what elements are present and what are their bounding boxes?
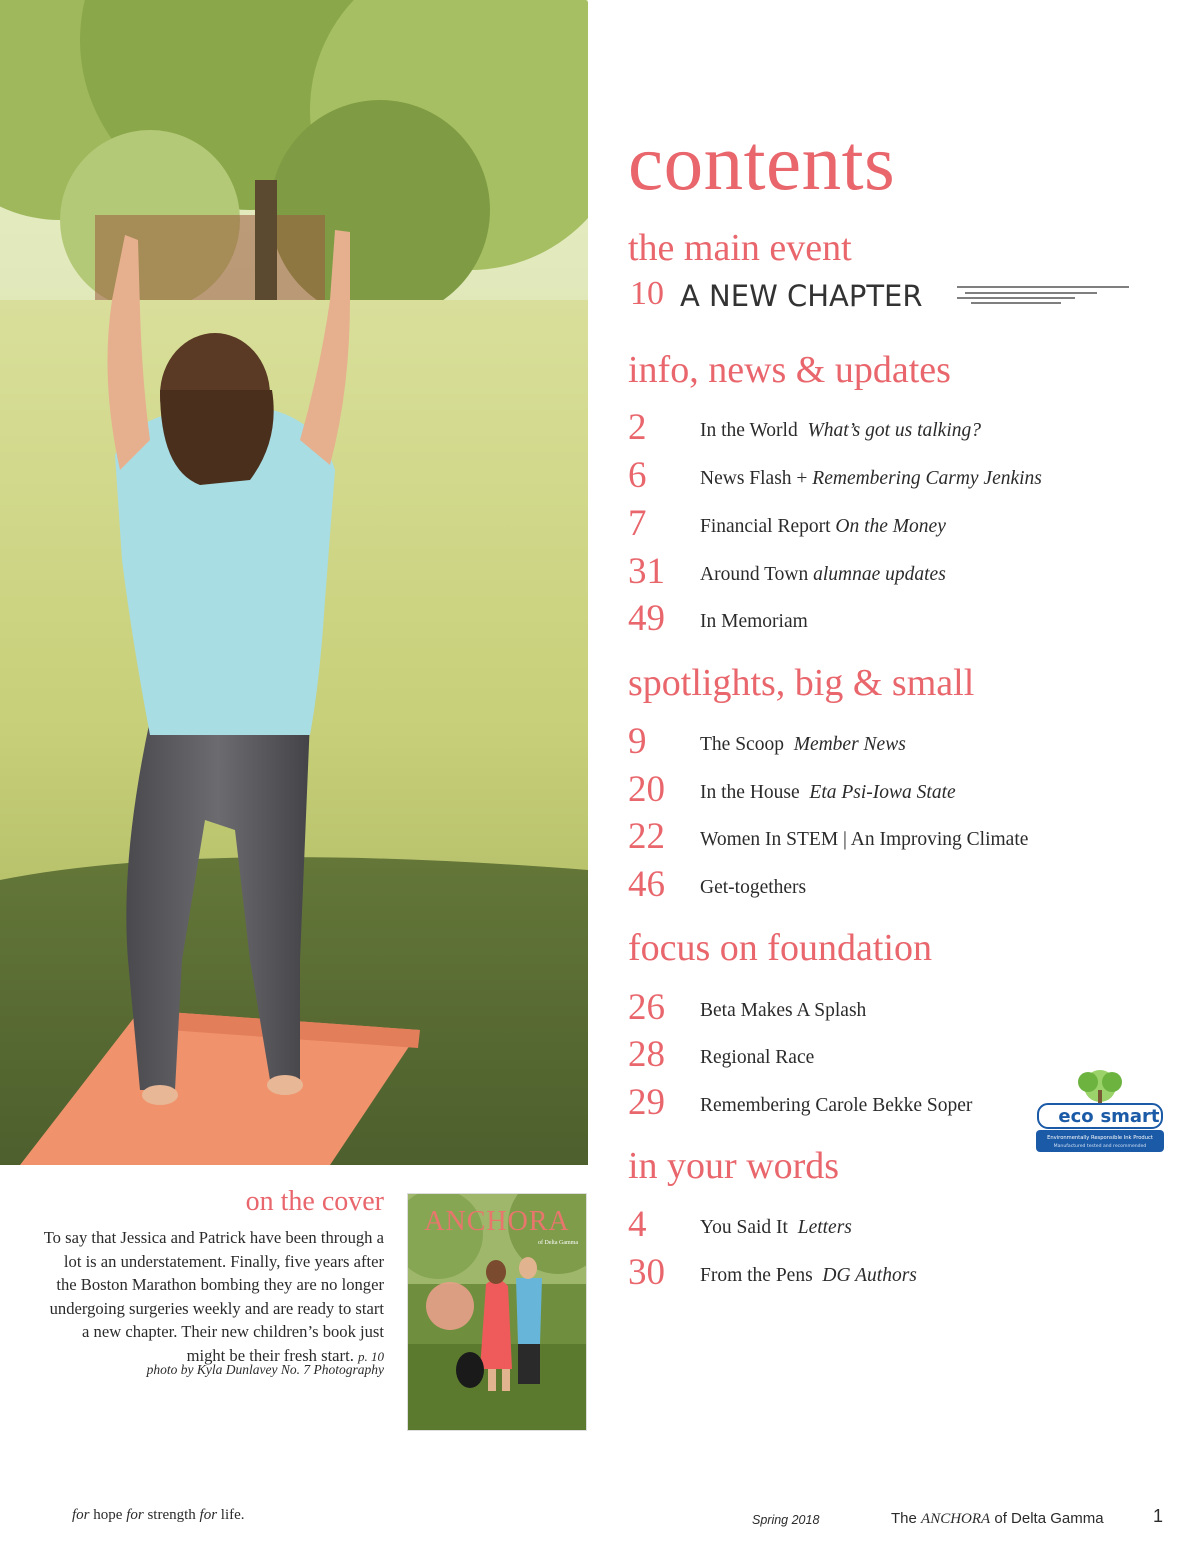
toc-page-number: 22 [628, 816, 665, 857]
eco-line-2: Manufactured tested and recommended [1053, 1144, 1147, 1149]
section-heading-main-event: the main event [628, 227, 852, 269]
tagline-for: for [126, 1507, 144, 1523]
toc-page-number: 2 [628, 407, 647, 448]
toc-subtitle: DG Authors [822, 1265, 917, 1286]
pub-prefix: The [891, 1510, 917, 1527]
toc-page-number: 7 [628, 503, 647, 544]
eco-brand-left: eco [1058, 1106, 1094, 1127]
thumb-subtitle: of Delta Gamma [538, 1240, 578, 1246]
toc-title: You Said It [700, 1217, 788, 1238]
pub-suffix: of Delta Gamma [994, 1510, 1104, 1527]
toc-page-number: 30 [628, 1252, 665, 1293]
toc-page-number: 6 [628, 455, 647, 496]
toc-entry[interactable] [628, 987, 1188, 1034]
toc-subtitle: On the Money [835, 516, 946, 537]
cover-description [40, 1226, 384, 1368]
photo-credit: photo by Kyla Dunlavey No. 7 Photography [146, 1362, 384, 1377]
section-heading-foundation: focus on foundation [628, 927, 932, 969]
toc-title: In the House [700, 782, 800, 803]
pub-name: ANCHORA [921, 1511, 991, 1527]
ecosmart-logo [1036, 1068, 1164, 1152]
toc-entry[interactable] [628, 551, 1188, 598]
toc-page-number: 46 [628, 864, 665, 905]
toc-page-number: 28 [628, 1034, 665, 1075]
footer-publication [891, 1510, 1104, 1528]
toc-page-number: 20 [628, 769, 665, 810]
toc-page-number: 31 [628, 551, 665, 592]
toc-title: Regional Race [700, 1047, 815, 1068]
toc-title: Women In STEM | An Improving Climate [700, 829, 1029, 850]
eco-line-1: Environmentally Responsible Ink Product [1047, 1135, 1153, 1141]
toc-title: Around Town [700, 564, 809, 585]
main-event-page-number: 10 [630, 275, 664, 312]
toc-page-number: 4 [628, 1204, 647, 1245]
section-heading-info: info, news & updates [628, 349, 951, 391]
toc-subtitle: Eta Psi-Iowa State [809, 782, 956, 803]
page-title: contents [628, 120, 896, 207]
toc-page-number: 49 [628, 598, 665, 639]
tagline-word: hope [93, 1507, 123, 1523]
footer-issue-date: Spring 2018 [752, 1513, 820, 1527]
cover-thumbnail[interactable] [408, 1194, 586, 1430]
toc-page-number: 29 [628, 1082, 665, 1123]
toc-entry[interactable] [628, 1252, 1188, 1299]
toc-title: Remembering Carole Bekke Soper [700, 1095, 973, 1116]
cover-body-text: To say that Jessica and Patrick have been through a lot is an understatement. Finally, five years after the Boston Marathon bombing they are no longer undergoing surgeries weekly and are ready to start a new chapter. Their new children’s book just might be their fresh start. [43, 1228, 384, 1365]
toc-entry[interactable] [628, 816, 1188, 863]
toc-entry[interactable] [628, 598, 1188, 645]
toc-subtitle: Member News [793, 734, 906, 755]
thumb-masthead: ANCHORA [424, 1206, 570, 1237]
toc-subtitle: Remembering Carmy Jenkins [812, 468, 1042, 489]
tagline-word: life. [220, 1507, 245, 1523]
tagline-for: for [199, 1507, 218, 1523]
toc-title: The Scoop [700, 734, 784, 755]
tagline-for: for [72, 1507, 90, 1523]
toc-entry[interactable] [628, 407, 1188, 454]
toc-entry[interactable] [628, 455, 1188, 502]
toc-page-number: 26 [628, 987, 665, 1028]
page-number: 1 [1153, 1506, 1164, 1526]
toc-subtitle: What’s got us talking? [807, 420, 982, 441]
toc-title: In Memoriam [700, 611, 808, 632]
eco-brand-right: smart [1100, 1106, 1160, 1127]
toc-page-number: 9 [628, 721, 647, 762]
section-heading-your-words: in your words [628, 1145, 840, 1187]
main-event-title: A NEW CHAPTER [680, 279, 923, 313]
toc-subtitle: alumnae updates [813, 564, 946, 585]
tagline-word: strength [147, 1507, 196, 1523]
section-heading-spotlights: spotlights, big & small [628, 662, 975, 704]
toc-title: News Flash + [700, 468, 808, 489]
toc-entry[interactable] [628, 769, 1188, 816]
toc-title: From the Pens [700, 1265, 813, 1286]
toc-title: Beta Makes A Splash [700, 1000, 867, 1021]
toc-subtitle: Letters [797, 1217, 852, 1238]
toc-title: Get-togethers [700, 877, 807, 898]
decorative-lines-icon [957, 283, 1129, 307]
cover-heading: on the cover [245, 1186, 384, 1217]
toc-entry[interactable] [628, 1204, 1188, 1251]
footer-tagline [72, 1507, 245, 1524]
toc-entry[interactable] [628, 721, 1188, 768]
toc-title: Financial Report [700, 516, 831, 537]
cover-page-ref[interactable]: p. 10 [358, 1348, 384, 1364]
cover-photo [0, 0, 588, 1165]
toc-entry[interactable] [628, 503, 1188, 550]
toc-entry[interactable] [628, 864, 1188, 911]
toc-title: In the World [700, 420, 798, 441]
